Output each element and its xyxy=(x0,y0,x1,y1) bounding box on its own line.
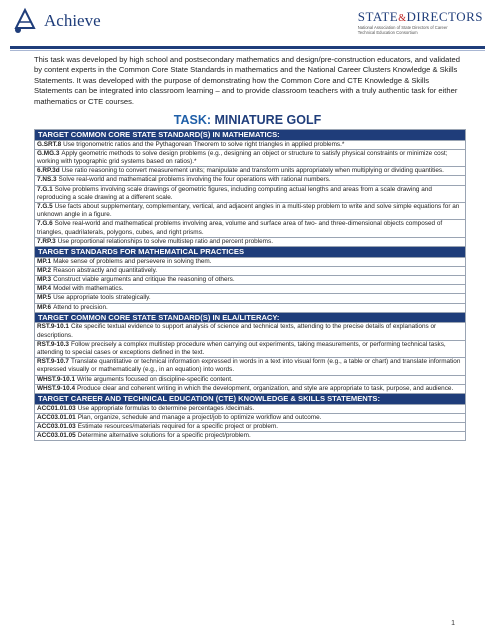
standard-cell xyxy=(35,384,466,393)
standard-code: 7.G.6 xyxy=(37,220,53,228)
standards-table xyxy=(34,129,466,441)
standard-cell xyxy=(35,423,466,432)
page-number: 1 xyxy=(451,620,455,627)
standard-text: Solve problems involving scale drawings of geometric figures, including computing actual lengths and areas from a scale drawing and reproducing a scale drawing at a different scale. xyxy=(37,185,432,201)
standard-text: Plan, organize, schedule and manage a project/job to optimize workflow and outcome. xyxy=(77,413,322,421)
standard-text: Produce clear and coherent writing in which the development, organization, and style are appropriate to task, purpose, and audience. xyxy=(77,384,454,392)
standard-cell xyxy=(35,203,466,220)
sd-title-part1: STATE xyxy=(357,9,399,24)
standard-cell xyxy=(35,257,466,266)
standard-cell xyxy=(35,375,466,384)
achieve-logo xyxy=(10,6,101,36)
standard-text: Use appropriate formulas to determine percentages /decimals. xyxy=(77,404,255,412)
standard-cell xyxy=(35,140,466,149)
standard-cell xyxy=(35,237,466,246)
standard-cell xyxy=(35,323,466,340)
standard-text: Use trigonometric ratios and the Pythagorean Theorem to solve right triangles in applied problems.* xyxy=(63,140,345,148)
standard-code: RST.9-10.7 xyxy=(37,358,69,366)
standard-code: G.MG.3 xyxy=(37,149,60,157)
standard-text: Estimate resources/materials required for a specific project or problem. xyxy=(77,423,279,431)
standard-row xyxy=(35,220,466,237)
standard-row xyxy=(35,432,466,441)
standard-text: Use facts about supplementary, complementary, vertical, and adjacent angles in a multi-step problem to write and solve simple equations for an unknown angle in a figure. xyxy=(37,203,460,219)
standard-text: Attend to precision. xyxy=(53,303,108,311)
standard-cell xyxy=(35,220,466,237)
standard-code: ACC01.01.03 xyxy=(37,404,76,412)
standard-cell xyxy=(35,149,466,166)
section-heading: TARGET COMMON CORE STATE STANDARD(S) IN ELA/LITERACY: xyxy=(35,312,466,323)
standard-code: RST.9-10.3 xyxy=(37,340,69,348)
standard-row xyxy=(35,294,466,303)
standard-row xyxy=(35,413,466,422)
task-title xyxy=(0,113,495,127)
standard-cell xyxy=(35,266,466,275)
standard-code: WHST.9-10.1 xyxy=(37,375,75,383)
section-heading-row xyxy=(35,312,466,323)
standard-code: MP.3 xyxy=(37,276,52,284)
sd-amp: & xyxy=(398,13,407,24)
standard-text: Construct viable arguments and critique the reasoning of others. xyxy=(53,276,235,284)
standard-text: Apply geometric methods to solve design problems (e.g., designing an object or structure to satisfy physical constraints or minimize cost; working with typographic grid systems based on ratios).* xyxy=(37,149,448,165)
standard-cell xyxy=(35,358,466,375)
intro-paragraph: This task was developed by high school and postsecondary mathematics and design/pre-construction educators, and validated by content experts in the Common Core State Standards in mathematics and the National Career Clusters Knowledge & Skills Statements. It was developed with the purpose of demonstrating how the Common Core and CTE Knowledge & Skills Statements can be integrated into classroom learning – and to provide classroom teachers with a truly authentic task for either mathematics or CTE courses. xyxy=(34,55,460,106)
standard-code: 7.G.1 xyxy=(37,185,53,193)
standard-cell xyxy=(35,185,466,202)
standard-row xyxy=(35,149,466,166)
task-name: MINIATURE GOLF xyxy=(214,113,322,127)
standard-code: 7.NS.3 xyxy=(37,176,57,184)
standard-cell xyxy=(35,303,466,312)
standard-row xyxy=(35,423,466,432)
standard-code: MP.2 xyxy=(37,266,52,274)
standard-code: G.SRT.8 xyxy=(37,140,62,148)
standard-text: Determine alternative solutions for a specific project/problem. xyxy=(77,432,251,440)
standard-cell xyxy=(35,340,466,357)
standard-row xyxy=(35,185,466,202)
standard-cell xyxy=(35,294,466,303)
standard-code: 6.RP.3d xyxy=(37,167,60,175)
standard-row xyxy=(35,257,466,266)
standard-row xyxy=(35,266,466,275)
section-heading-row xyxy=(35,394,466,405)
standard-code: WHST.9-10.4 xyxy=(37,384,75,392)
standard-text: Make sense of problems and persevere in solving them. xyxy=(53,257,212,265)
standard-cell xyxy=(35,404,466,413)
standard-row xyxy=(35,167,466,176)
standard-row xyxy=(35,276,466,285)
achieve-logo-icon xyxy=(10,6,40,36)
standard-text: Model with mathematics. xyxy=(53,285,124,293)
standard-cell xyxy=(35,432,466,441)
standard-text: Use ratio reasoning to convert measurement units; manipulate and transform units appropriately when multiplying or dividing quantities. xyxy=(61,167,444,175)
standard-code: RST.9-10.1 xyxy=(37,323,69,331)
state-directors-subtitle: National Association of State Directors of Career Technical Education Consortium xyxy=(357,25,448,35)
standard-text: Reason abstractly and quantitatively. xyxy=(53,266,158,274)
standard-row xyxy=(35,404,466,413)
standard-code: MP.6 xyxy=(37,303,52,311)
standard-row xyxy=(35,203,466,220)
standard-text: Solve real-world and mathematical problems involving the four operations with rational numbers. xyxy=(58,176,331,184)
task-label: TASK: xyxy=(173,113,212,127)
standard-code: MP.4 xyxy=(37,285,52,293)
achieve-logo-text: Achieve xyxy=(44,11,101,30)
sd-title-part2: DIRECTORS xyxy=(406,9,483,24)
standard-code: 7.RP.3 xyxy=(37,237,56,245)
standard-row xyxy=(35,323,466,340)
section-heading-row xyxy=(35,247,466,258)
standard-row xyxy=(35,176,466,185)
standard-code: 7.G.5 xyxy=(37,203,53,211)
standard-text: Use proportional relationships to solve multistep ratio and percent problems. xyxy=(57,237,273,245)
standard-row xyxy=(35,358,466,375)
standard-row xyxy=(35,237,466,246)
standard-code: ACC03.01.01 xyxy=(37,413,76,421)
section-heading-row xyxy=(35,130,466,141)
section-heading: TARGET COMMON CORE STATE STANDARD(S) IN MATHEMATICS: xyxy=(35,130,466,141)
standard-code: MP.1 xyxy=(37,257,52,265)
standard-code: ACC03.01.03 xyxy=(37,423,76,431)
state-directors-title xyxy=(358,10,483,25)
standard-cell xyxy=(35,176,466,185)
standard-text: Use appropriate tools strategically. xyxy=(53,294,151,302)
standard-row xyxy=(35,340,466,357)
standard-cell xyxy=(35,167,466,176)
standard-cell xyxy=(35,276,466,285)
standard-cell xyxy=(35,413,466,422)
section-heading: TARGET STANDARDS FOR MATHEMATICAL PRACTICES xyxy=(35,247,466,258)
standard-row xyxy=(35,375,466,384)
standard-row xyxy=(35,303,466,312)
standard-text: Write arguments focused on discipline-specific content. xyxy=(77,375,233,383)
standard-row xyxy=(35,384,466,393)
header-divider xyxy=(10,46,485,49)
standard-cell xyxy=(35,285,466,294)
standard-row xyxy=(35,140,466,149)
standard-text: Cite specific textual evidence to support analysis of science and technical texts, attending to the precise details of explanations or descriptions. xyxy=(37,323,437,339)
standard-row xyxy=(35,285,466,294)
standard-text: Solve real-world and mathematical problems involving area, volume and surface area of two- and three-dimensional objects composed of triangles, quadrilaterals, polygons, cubes, and right prisms. xyxy=(37,220,443,236)
section-heading: TARGET CAREER AND TECHNICAL EDUCATION (CTE) KNOWLEDGE & SKILLS STATEMENTS: xyxy=(35,394,466,405)
standard-code: ACC03.01.05 xyxy=(37,432,76,440)
header-divider-thin xyxy=(10,50,485,51)
state-directors-logo xyxy=(358,10,483,35)
standard-text: Translate quantitative or technical information expressed in words in a text into visual form (e.g., a table or chart) and translate information expressed visually or mathematically (e.g., in an equation) into words. xyxy=(37,358,461,374)
standard-text: Follow precisely a complex multistep procedure when carrying out experiments, taking measurements, or performing technical tasks, attending to special cases or exceptions defined in the text. xyxy=(37,340,446,357)
standard-code: MP.5 xyxy=(37,294,52,302)
